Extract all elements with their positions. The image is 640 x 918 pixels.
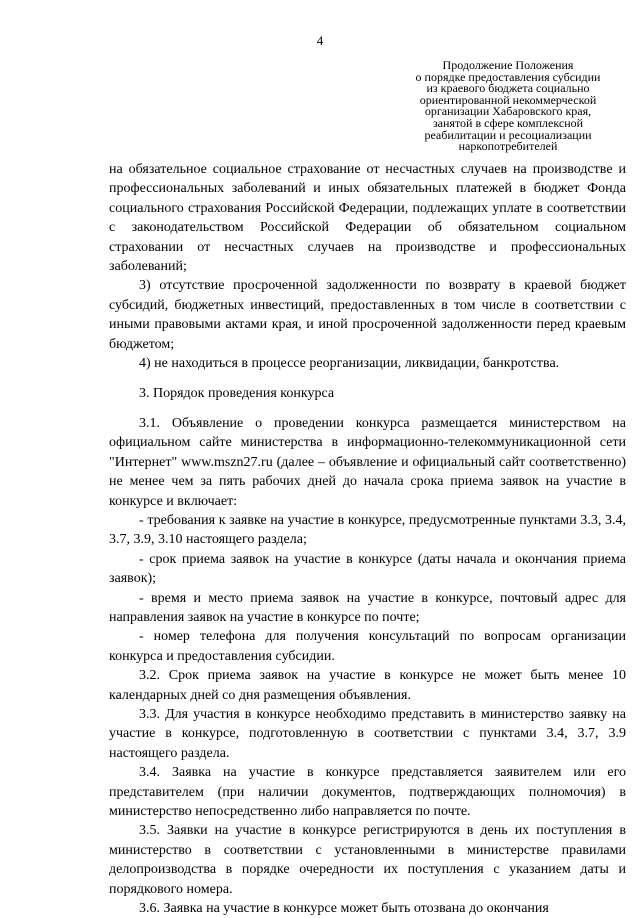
paragraph: 3.5. Заявки на участие в конкурсе регистрируются в день их поступления в министерство в соответствии с установленными в министерстве правилами делопроизводства в порядке очередности их поступления с указанием даты и порядкового номера. <box>109 823 626 897</box>
header-line: из краевого бюджета социально <box>426 81 590 96</box>
paragraph: 3) отсутствие просроченной задолженности по возврату в краевой бюджет субсидий, бюджетных инвестиций, предоставленных в том числе в соответствии с иными правовыми актами края, и иной просроченной задолженности перед краевым бюджетом; <box>109 278 626 352</box>
section-heading: 3. Порядок проведения конкурса <box>139 386 335 402</box>
paragraph: 4) не находиться в процессе реорганизации, ликвидации, банкротства. <box>139 356 560 372</box>
paragraph: 3.3. Для участия в конкурсе необходимо представить в министерство заявку на участие в конкурсе, подготовленную в соответствии с пунктами 3.4, 3.7, 3.9 настоящего раздела. <box>109 706 626 761</box>
paragraph: 3.4. Заявка на участие в конкурсе представляется заявителем или его представителем (при наличии документов, подтверждающих полномочия) в министерство непосредственно либо направляется по почте. <box>109 765 626 819</box>
header-line: занятой в сфере комплексной <box>432 115 584 130</box>
paragraph: 3.6. Заявка на участие в конкурсе может быть отозвана до окончания <box>139 901 549 917</box>
paragraph: на обязательное социальное страхование от несчастных случаев на производстве и профессиональных заболеваний и иных обязательных платежей в бюджет Фонда социального страхования Российской Федерации, подлежащих уплате в соответствии с законодательством Российской Федерации об обязательном социальном страховании от несчастных случаев на производстве и профессиональных заболеваний; <box>109 162 626 275</box>
header-line: о порядке предоставления субсидии <box>415 69 601 84</box>
list-item: - номер телефона для получения консультаций по вопросам организации конкурса и предоставления субсидии. <box>109 629 626 664</box>
header-line: ориентированной некоммерческой <box>419 92 597 107</box>
header-line: реабилитации и ресоциализации <box>424 127 592 142</box>
header-line: организации Хабаровского края, <box>424 104 592 119</box>
list-item: - срок приема заявок на участие в конкурсе (даты начала и окончания приема заявок); <box>109 551 626 587</box>
list-item: - требования к заявке на участие в конкурсе, предусмотренные пунктами 3.3, 3.4, 3.7, 3.9, 3.10 настоящего раздела; <box>109 512 626 548</box>
list-item: - время и место приема заявок на участие в конкурсе, почтовый адрес для направления заявок на участие в конкурсе по почте; <box>109 590 626 625</box>
header-line: Продолжение Положения <box>442 58 574 72</box>
paragraph: 3.2. Срок приема заявок на участие в конкурсе не может быть менее 10 календарных дней со дня размещения объявления. <box>109 668 626 703</box>
document-body <box>109 160 626 918</box>
page-number: 4 <box>316 33 324 48</box>
document-header <box>393 60 623 153</box>
header-line: наркопотребителей <box>458 139 558 154</box>
paragraph: 3.1. Объявление о проведении конкурса размещается министерством на официальном сайте министерства в информационно-телекоммуникационной сети "Интернет" www.mszn27.ru (далее – объявление и официальный сайт соответственно) не менее чем за пять рабочих дней до начала срока приема заявок на участие в конкурсе и включает: <box>109 415 626 509</box>
